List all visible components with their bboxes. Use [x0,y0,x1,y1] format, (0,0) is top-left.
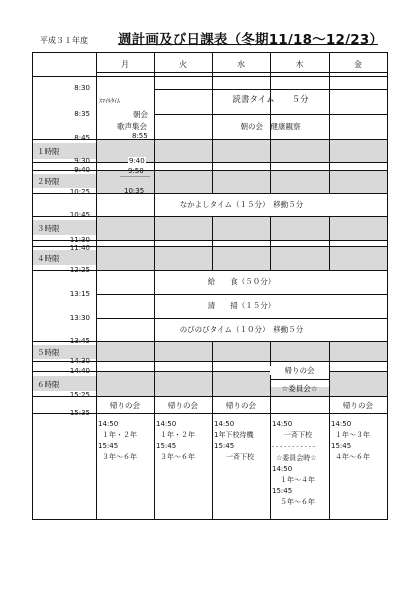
period-2-label: ２時限 [37,177,60,186]
period-5-label: ５時限 [37,348,60,357]
time-0835: 8:35 [74,110,90,118]
grid-col-thu-4 [329,341,330,520]
thu-kaeri-no-kai: 帰りの会 [270,366,329,375]
grid-col-time [96,52,97,520]
fri-note-line: 15:45 [331,442,352,450]
grid-row-head [33,76,387,77]
monday-time-0950: 9:50 [128,167,144,175]
wed-note-line: 1年下校待機 [214,431,254,439]
fri-kaeri-no-kai: 帰りの会 [343,401,373,410]
thu-note-line: 一斉下校 [284,431,312,439]
time-1430: 14:30 [69,357,90,365]
day-header-tue: 火 [179,60,187,69]
grid-row-1330 [96,318,387,319]
mon-note-line: １年・２年 [102,431,137,439]
monday-time-1035: 10:35 [124,187,145,195]
monday-time-0940: 9:40 [129,157,145,165]
grid-row-0835 [154,114,387,115]
grid-col-tue-2 [212,139,213,193]
time-1140: 11:40 [69,244,90,252]
monday-kasei-shukai: 歌声集会 [117,122,147,131]
thu-note-line: ☆委員会時☆ [276,454,317,462]
nakayoshi-time-band: なかよしタイム（１５分） 移動５分 [179,200,304,209]
time-1330: 13:30 [69,314,90,322]
tue-kaeri-no-kai: 帰りの会 [168,401,198,410]
kyushoku-band: 給 食（５０分） [207,277,276,286]
grid-row-thu-iinkai [270,379,329,380]
grid-col-thu-3 [329,216,330,270]
mon-note-line: ３年～６年 [102,453,137,461]
grid-col-tue-4 [212,341,213,520]
period-4-label: ４時限 [37,254,60,263]
time-1025: 10:25 [69,188,90,196]
thu-note-line: 15:45 [272,487,293,495]
wed-kaeri-no-kai: 帰りの会 [226,401,256,410]
mon-kaeri-no-kai: 帰りの会 [110,401,140,410]
time-1345: 13:45 [69,337,90,345]
thu-iinkai: ☆委員会☆ [281,384,318,393]
title-underline [118,44,378,45]
tue-note-line: ３年～６年 [160,453,195,461]
monday-smile-time: ｽﾏｲﾙﾀｲﾑ [99,98,121,105]
wed-note-line: 一斉下校 [226,453,254,461]
thu-note-line: ５年～６年 [280,498,315,506]
dokusho-time-band: 読書タイム ５分 [232,95,309,105]
grid-row-0840 [154,89,387,90]
day-header-wed: 水 [237,60,245,69]
fri-note-line: 14:50 [331,420,352,428]
monday-time-0855: 8:55 [132,132,148,140]
thu-note-line: 14:50 [272,465,293,473]
grid-col-wed-3 [270,216,271,270]
period-1-label: １時限 [37,147,60,156]
grid-col-tue-3 [212,216,213,270]
fri-note-line: １年～３年 [335,431,370,439]
time-1130: 11:30 [69,236,90,244]
thu-note-line: - - - - - - - - - - - [272,443,315,450]
time-0830: 8:30 [74,84,90,92]
seisou-band: 清 掃（１５分） [207,301,276,310]
time-1535: 15:35 [69,409,90,417]
period-3-label: ３時限 [37,224,60,233]
time-0845: 8:45 [74,134,90,142]
fri-note-line: ４年～６年 [335,453,370,461]
wed-note-line: 15:45 [214,442,235,450]
grid-row-monday-0950 [120,176,150,177]
wed-note-line: 14:50 [214,420,235,428]
tue-note-line: １年・２年 [160,431,195,439]
school-year: 平成３１年度 [40,36,88,45]
period-6-label: ６時限 [37,380,60,389]
time-1315: 13:15 [69,290,90,298]
time-1225: 12:25 [69,266,90,274]
tue-note-line: 14:50 [156,420,177,428]
time-1440: 14:40 [69,367,90,375]
mon-note-line: 14:50 [98,420,119,428]
grid-row-head-top [96,72,387,73]
day-header-fri: 金 [354,60,362,69]
nobinobi-time-band: のびのびタイム（１０分） 移動５分 [179,325,304,334]
asa-no-kai-band: 朝の会 健康観察 [240,122,301,131]
tue-note-line: 15:45 [156,442,177,450]
grid-row-1315 [96,294,387,295]
grid-col-wed-2 [270,139,271,193]
time-0930: 9:30 [74,157,90,165]
time-1045: 10:45 [69,211,90,219]
day-header-thu: 木 [295,60,304,69]
page-title: 週計画及び日課表（冬期11/18～12/23） [118,32,384,48]
monday-chokai: 朝会 [133,110,148,119]
grid-col-thu-2 [329,139,330,193]
day-header-mon: 月 [121,60,129,69]
time-0940: 9:40 [74,166,90,174]
time-1525: 15:25 [69,391,90,399]
thu-note-line: １年～４年 [280,476,315,484]
thu-note-line: 14:50 [272,420,293,428]
mon-note-line: 15:45 [98,442,119,450]
